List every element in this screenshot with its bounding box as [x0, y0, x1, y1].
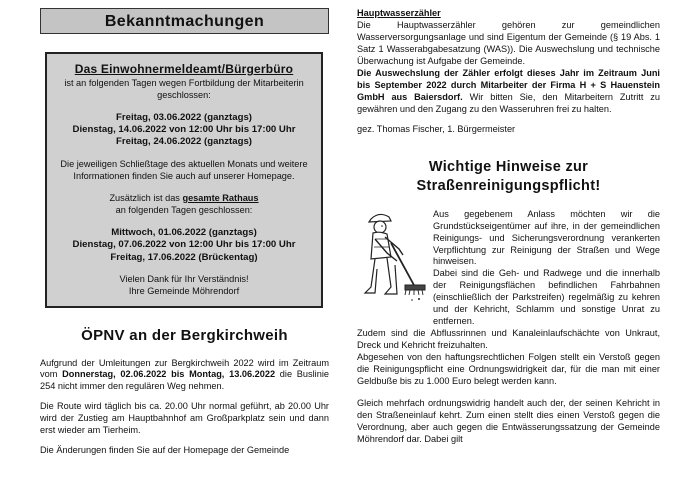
- left-column: [40, 8, 329, 465]
- opnv-body: [40, 358, 329, 458]
- strasse-paragraph: Gleich mehrfach ordnungswidrig handelt auch der, der seinen Kehricht in den Straßeneinlauf kehrt. Zum einen stellt dies einen Verstoß gegen die Verordnung, aber auch gegen die Entwässerungssatzung der Gemeinde Möhrendorf dar. Dabei gilt: [357, 397, 660, 444]
- opnv-heading: ÖPNV an der Bergkirchweih: [81, 327, 288, 345]
- street-sweeper-illustration: [357, 209, 429, 304]
- opnv-paragraph: Die Route wird täglich bis ca. 20.00 Uhr normal geführt, ab 20.00 Uhr wird der Zustieg am Hauptbahnhof am Großparkplatz sein und dann erst wieder am Tierheim.: [40, 401, 329, 436]
- closure-notice-box: [45, 52, 323, 308]
- notice-also-suffix: an folgenden Tagen geschlossen:: [115, 204, 253, 215]
- gesamte-rathaus-emphasis: gesamte Rathaus: [182, 192, 259, 203]
- wasserzaehler-paragraph: Die Hauptwasserzähler gehören zur gemeindlichen Wasserversorgungsanlage und sind Eigentum der Gemeinde (§ 19 Abs. 1 Satz 1 Wasserabgabesatzung (WAS)). Die Auswechslung und technische Überwachung ist Aufgabe der Gemeinde.: [357, 19, 660, 66]
- wasserzaehler-paragraph: Die Auswechslung der Zähler erfolgt dieses Jahr im Zeitraum Juni bis September 2022 durch Mitarbeiter der Firma H + S Hauenstein GmbH aus Baiersdorf. Wir bitten Sie, den Mitarbeitern Zutritt zu gewähren und den Zugang zu den Wasseruhren frei zu halten.: [357, 67, 661, 114]
- closure-date: Dienstag, 14.06.2022 von 12:00 Uhr bis 17:00 Uhr: [72, 123, 296, 135]
- right-column: [357, 8, 660, 446]
- signature: gez. Thomas Fischer, 1. Bürgermeister: [357, 123, 516, 134]
- opnv-paragraph: Aufgrund der Umleitungen zur Bergkirchweih 2022 wird im Zeitraum vom Donnerstag, 02.06.2022 bis Montag, 13.06.2022 die Buslinie 254 nicht immer den regulären Weg nehmen.: [40, 357, 329, 392]
- strasse-paragraph: Dabei sind die Geh- und Radwege und die innerhalb der Reinigungsflächen befindlichen Fahrbahnen (einschließlich der Parkstreifen) regelmäßig zu kehren und der Kehricht, Schlamm und sonstige Unrat zu entfernen.: [433, 268, 660, 327]
- strasse-paragraph: Aus gegebenem Anlass möchten wir die Grundstückseigentümer auf ihre, in der gemeindlichen Reinigungs- und Sicherungsverordnung verankerten Verpflichtung zur Reinigung der Straßen und Wege hinweisen.: [433, 208, 660, 267]
- rathaus-closure-date: Dienstag, 07.06.2022 von 12:00 Uhr bis 17:00 Uhr: [72, 239, 296, 251]
- notice-title: Das Einwohnermeldeamt/Bürgerbüro: [74, 62, 294, 76]
- wasserzaehler-title: Hauptwasserzähler: [357, 8, 441, 18]
- notice-signoff: Ihre Gemeinde Möhrendorf: [128, 286, 240, 297]
- strassenreinigung-heading: Wichtige Hinweise zur Straßenreinigungspflicht!: [416, 158, 601, 195]
- closure-date: Freitag, 24.06.2022 (ganztags): [116, 136, 252, 148]
- section-banner: Bekanntmachungen: [40, 8, 329, 34]
- strasse-paragraph: Abgesehen von den haftungsrechtlichen Folgen stellt ein Verstoß gegen die Reinigungspflicht eine Ordnungswidrigkeit dar, für die man mit einer Geldbuße bis zu 1.000 Euro belegt werden kann.: [357, 352, 660, 386]
- strasse-paragraph: Zudem sind die Abflussrinnen und Kanaleinlaufschächte von Unkraut, Dreck und Kehricht freizuhalten.: [357, 328, 660, 351]
- notice-also: Zusätzlich ist das gesamte Rathaus: [109, 192, 259, 203]
- notice-intro: ist an folgenden Tagen wegen Fortbildung der Mitarbeiterin geschlossen:: [64, 77, 304, 100]
- opnv-paragraph: Die Änderungen finden Sie auf der Homepage der Gemeinde: [40, 445, 290, 456]
- strassenreinigung-article: [357, 209, 660, 446]
- wasserzaehler-article: [357, 8, 660, 136]
- closure-date: Freitag, 03.06.2022 (ganztags): [116, 111, 252, 123]
- notice-info: Die jeweiligen Schließtage des aktuellen Monats und weitere Informationen finden Sie auch auf unserer Homepage.: [60, 158, 308, 181]
- rathaus-closure-date: Mittwoch, 01.06.2022 (ganztags): [111, 226, 257, 238]
- notice-thanks: Vielen Dank für Ihr Verständnis!: [119, 274, 249, 285]
- rathaus-closure-date: Freitag, 17.06.2022 (Brückentag): [110, 251, 258, 263]
